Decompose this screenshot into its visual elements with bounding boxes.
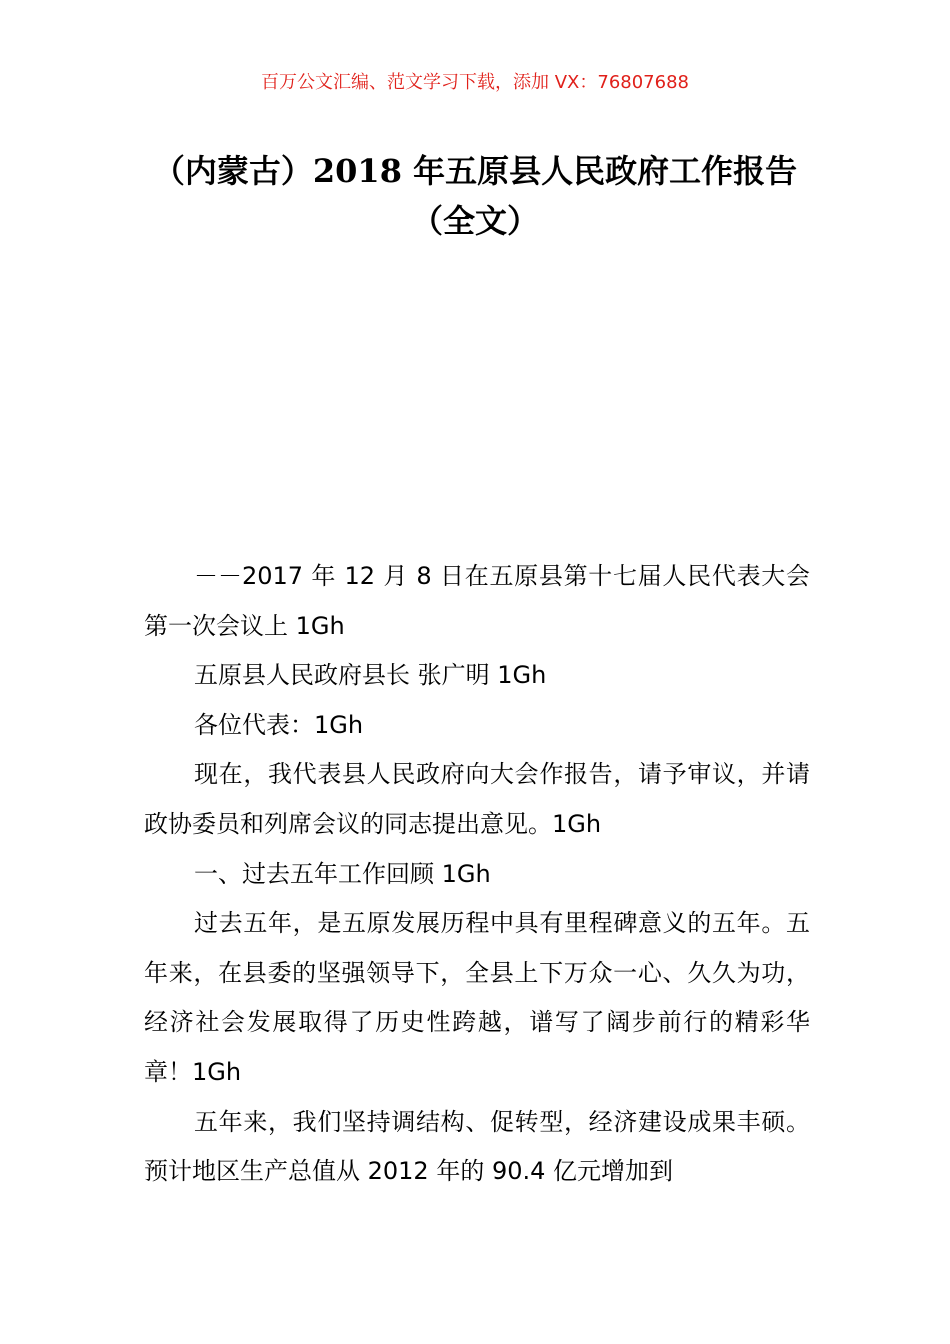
paragraph-intro: 现在，我代表县人民政府向大会作报告，请予审议，并请政协委员和列席会议的同志提出意见。1Gh	[144, 760, 810, 838]
paragraph-economy: 五年来，我们坚持调结构、促转型，经济建设成果丰硕。预计地区生产总值从 2012 年的 90.4 亿元增加到	[144, 1107, 810, 1186]
section-heading: 一、过去五年工作回顾 1Gh	[194, 859, 491, 888]
document-title: （内蒙古）2018 年五原县人民政府工作报告（全文）	[152, 152, 798, 240]
paragraph-meeting-info: －－2017 年 12 月 8 日在五原县第十七届人民代表大会第一次会议上 1Gh	[144, 562, 810, 640]
header-note: 百万公文汇编、范文学习下载，添加 VX：76807688	[261, 72, 689, 93]
paragraph-speaker: 五原县人民政府县长 张广明 1Gh	[194, 661, 547, 690]
paragraph-salutation: 各位代表：1Gh	[194, 710, 364, 739]
paragraph-review: 过去五年，是五原发展历程中具有里程碑意义的五年。五年来，在县委的坚强领导下，全县上下万众一心、久久为功，经济社会发展取得了历史性跨越，谱写了阔步前行的精彩华章！1Gh	[144, 909, 810, 1086]
document-body	[144, 552, 810, 1197]
